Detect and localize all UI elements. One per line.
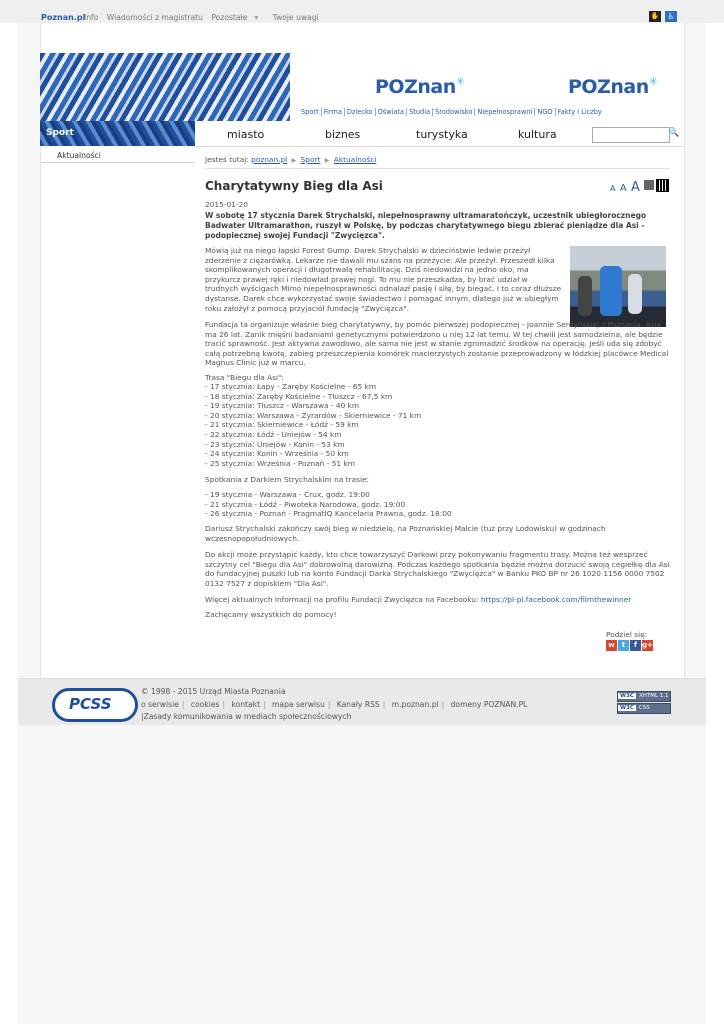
sidebar-item-aktualnosci[interactable] (41, 149, 195, 163)
font-size-tools (610, 180, 640, 195)
separator: | (263, 700, 266, 709)
w3c-xhtml-badge[interactable] (617, 691, 671, 702)
breadcrumb-item[interactable]: Aktualności (333, 155, 377, 164)
category-link[interactable]: Fakty i Liczby (555, 108, 604, 116)
separator: | (441, 700, 445, 709)
sidebar-item-label: Aktualności (57, 151, 101, 160)
top-link-other-label: Pozostałe (211, 13, 248, 22)
nav-item-turystyka[interactable]: turystyka (416, 128, 468, 141)
w3c-logo: W3C (620, 705, 634, 711)
nav-item-kultura[interactable]: kultura (518, 128, 557, 141)
runner-figure (628, 274, 642, 314)
list-item: - 17 stycznia: Łapy - Zaręby Kościelne - 65 km (205, 382, 377, 391)
top-link-news[interactable]: Wiadomości z magistratu (106, 13, 203, 22)
separator: | (382, 700, 386, 709)
list-item: - 19 stycznia - Warszawa - Crux, godz. 19:00 (205, 490, 370, 499)
qr-code-icon[interactable] (656, 179, 669, 192)
pcss-logo[interactable] (52, 688, 138, 722)
footer-links (141, 700, 530, 709)
facebook-icon[interactable]: f (630, 640, 641, 651)
article-paragraph: Fundacja ta organizuje właśnie bieg charytatywny, by pomóc pierwszej podopiecznej - Joannie Serdyńskiej z Poznania. Asia ma 26 lat. Zanik mięśni badaniami genetycznymi potwierdzono u niej 12 lat temu. W tej chwili jest samodzielna, ale będzie tracić sprawność. Jest aktywna zawodowo, ale sama nie jest w stanie zgromadzić środków na operację. Jeśli uda się zdobyć całą potrzebną kwotę, zabieg przeszczepienia komórek macierzystych zostanie przeprowadzony w łódzkiej placówce Medical Magnus Clinic już w marcu. (205, 320, 669, 368)
chevron-down-icon: ▾ (254, 13, 259, 22)
runner-figure (578, 276, 592, 316)
nav-item-biznes[interactable]: biznes (325, 128, 361, 141)
footer-link-rss[interactable]: Kanały RSS (336, 700, 380, 709)
article-photo[interactable] (570, 246, 666, 327)
footer-link-mobile[interactable]: m.poznan.pl (391, 700, 439, 709)
article-paragraph: Zachęcamy wszystkich do pomocy! (205, 610, 337, 619)
star-icon: ✳ (648, 75, 658, 88)
category-links (299, 108, 604, 116)
w3c-css-badge[interactable] (617, 703, 671, 714)
top-link-feedback[interactable]: Twoje uwagi (272, 13, 319, 22)
header-banner-image (40, 53, 290, 121)
top-link-info[interactable]: Info (84, 13, 99, 22)
w3c-logo: W3C (620, 693, 634, 699)
print-icon[interactable] (644, 180, 654, 190)
meetings-list (205, 490, 452, 519)
runner-figure (600, 266, 622, 316)
search-input[interactable] (592, 127, 670, 143)
category-link[interactable]: Oświata (375, 108, 407, 116)
footer-link-domains[interactable]: domeny POZNAN.PL (450, 700, 528, 709)
divider (205, 168, 670, 169)
poznan-logo[interactable] (375, 76, 464, 98)
wykop-icon[interactable]: w (606, 640, 617, 651)
sign-language-icon[interactable]: ✋ (650, 12, 660, 20)
footer-link-sitemap[interactable]: mapa serwisu (272, 700, 325, 709)
footer-link-cookies[interactable]: cookies (190, 700, 220, 709)
footer-link-contact[interactable]: kontakt (231, 700, 261, 709)
arrow-right-icon: ▶ (291, 157, 297, 164)
list-item: - 24 stycznia: Konin - Września - 50 km (205, 449, 349, 459)
category-link[interactable]: Sport (301, 108, 319, 116)
list-item: - 19 stycznia: Tłuszcz - Warszawa - 40 km (205, 401, 360, 411)
star-icon: ✳ (455, 75, 465, 88)
wheelchair-icon[interactable]: ♿ (665, 11, 677, 22)
breadcrumb-item[interactable]: Sport (300, 155, 321, 164)
badge-label: CSS (638, 705, 650, 711)
list-item: - 20 stycznia: Warszawa - Żyrardów - Skierniewice - 71 km (205, 410, 422, 420)
facebook-info-text: Więcej aktualnych informacji na profilu Fundacji Zwycięzca na Facebooku: (205, 595, 481, 604)
section-tab-sport[interactable] (40, 121, 195, 146)
top-link-other[interactable] (211, 13, 264, 22)
google-plus-icon[interactable]: g+ (642, 641, 653, 649)
separator: | (181, 700, 185, 709)
footer-link-about[interactable]: o serwisie (141, 700, 179, 709)
font-medium-button[interactable]: A (619, 183, 627, 194)
share-icons (606, 640, 654, 651)
category-link[interactable]: Środowisko (432, 108, 474, 116)
category-link[interactable]: Niepełnosprawni (474, 108, 534, 116)
article-title: Charytatywny Bieg dla Asi (205, 179, 383, 193)
footer-link-social-rules[interactable]: Zasady komunikowania w mediach społecznościowych (143, 712, 352, 721)
route-list (205, 382, 421, 468)
separator: | (222, 700, 226, 709)
poznan-logo-secondary-text: POZnan (568, 76, 649, 98)
top-bar (0, 0, 724, 23)
article-paragraph (205, 595, 670, 605)
poznan-logo-text: POZnan (375, 76, 456, 98)
font-large-button[interactable]: A (631, 180, 640, 195)
list-item: - 26 stycznia - Poznań - PragmatIQ Kancelaria Prawna, godz. 18:00 (205, 509, 452, 519)
category-link[interactable]: Firma (321, 108, 344, 116)
badge-label: XHTML 1.1 (638, 693, 669, 699)
footer-links-2 (141, 712, 351, 721)
list-item: - 18 stycznia: Zaręby Kościelne - Tłuszcz - 67,5 km (205, 391, 393, 401)
breadcrumb-prefix: Jesteś tutaj: (205, 155, 249, 164)
site-link[interactable]: Poznan.pl (41, 13, 86, 22)
article-paragraph: Do akcji może przystąpić każdy, kto chce towarzyszyć Darkowi przy pokonywaniu fragmentu trasy. Można też wesprzeć szczytny cel "Biegu dla Asi" dobrowolną darowizną. Podczas każdego spotkania będzie można dorzucić swoją cegiełkę dla Asi do fundacyjnej puszki lub na konto Fundacji Darka Strychalskiego "Zwycięzca" w Banku PKO BP nr 26 1020 1156 0000 7502 0132 7527 z dopiskiem "Dla Asi". (205, 550, 670, 588)
separator: | (141, 712, 144, 721)
list-item: - 21 stycznia: Skierniewice - Łódź - 59 km (205, 420, 359, 430)
section-tab-label: Sport (46, 128, 74, 138)
article-date: 2015-01-20 (205, 200, 248, 209)
article-lead: W sobotę 17 stycznia Darek Strychalski, niepełnosprawny ultramaratończyk, uczestnik ubiegłorocznego Badwater Ultramarathon, ruszył w Polskę, by podczas charytatywnego biegu zbierać pieniądze dla Asi - podopiecznej swojej Fundacji "Zwycięzca". (205, 211, 647, 240)
separator: | (327, 700, 331, 709)
pcss-logo-text: PCSS (69, 695, 112, 713)
list-item: - 21 stycznia - Łódź - Piwoteka Narodowa, godz. 19:00 (205, 499, 406, 509)
list-item: - 22 stycznia: Łódź - Uniejów - 54 km (205, 429, 342, 439)
poznan-logo-secondary[interactable] (568, 76, 657, 98)
share-label: Podziel się: (606, 630, 648, 639)
arrow-right-icon: ▶ (324, 157, 330, 164)
breadcrumb (205, 155, 376, 164)
nav-item-miasto[interactable]: miasto (227, 128, 265, 141)
breadcrumb-item[interactable]: poznan.pl (251, 155, 288, 164)
category-link[interactable]: Dziecko (344, 108, 375, 116)
copyright: © 1998 - 2015 Urząd Miasta Poznania (141, 687, 286, 696)
list-item: - 23 stycznia: Uniejów - Konin - 53 km (205, 439, 345, 449)
article-paragraph: Mówią już na niego łapski Forest Gump. Darek Strychalski w dzieciństwie ledwie przeżył zderzenie z ciężarówką. Lekarze nie dawali mu szans na przeżycie. Ale przeżył. Przeszedł kilka skomplikowanych operacji i długotrwałą rehabilitację. Dziś niedowidzi na jedno oko, ma przykurcz prawej ręki i niedowład prawej nogi. To mu nie przeszkadza, by brać udział w trudnych wyścigach Mimo niepełnosprawności odnalazł pasję i siłę, by biegać. I to coraz dłuższe dystanse. Darek chce wykorzystać swoje świadectwo i pomagać innym, dlatego już w ubiegłym roku założył z pomocą przyjaciół fundację "Zwycięzca". (205, 246, 562, 313)
twitter-icon[interactable]: t (618, 640, 629, 651)
facebook-link[interactable]: https://pl-pl.facebook.com/filmthewinner (480, 595, 632, 604)
category-link[interactable]: NGO (534, 108, 554, 116)
article-paragraph: Dariusz Strychalski zakończy swój bieg w niedzielę, na Poznańskiej Malcie (tuż przy Lodowisku) w godzinach wczesnopopołudniowych. (205, 524, 606, 543)
category-link[interactable]: Studia (406, 108, 432, 116)
list-item: - 25 stycznia: Września - Poznań - 51 km (205, 458, 355, 468)
route-heading: Trasa "Biegu dla Asi": (205, 373, 284, 382)
font-small-button[interactable]: A (610, 184, 616, 193)
top-links (84, 13, 325, 22)
search-icon[interactable]: 🔍 (668, 128, 680, 138)
meetings-heading: Spotkania z Darkiem Strychalskim na trasie: (205, 475, 370, 484)
